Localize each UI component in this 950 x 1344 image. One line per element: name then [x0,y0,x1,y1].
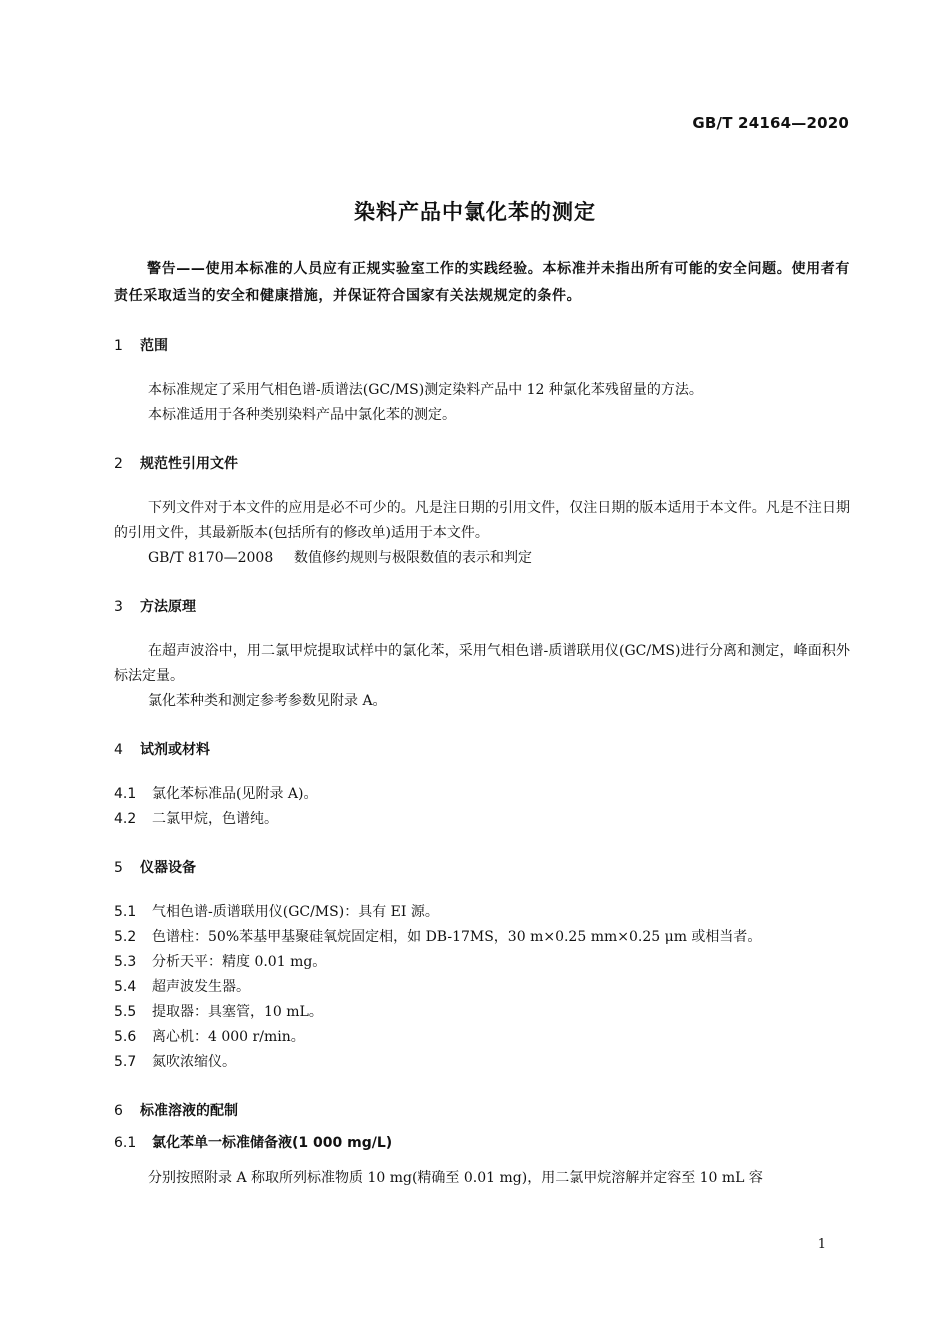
section-1-paragraph-2: 本标准适用于各种类别染料产品中氯化苯的测定。 [148,407,456,423]
section-number: 3 [114,599,123,615]
section-5-heading [114,858,850,878]
list-item [114,1025,850,1050]
list-item [114,925,850,950]
warning-paragraph: 警告——使用本标准的人员应有正规实验室工作的实践经验。本标准并未指出所有可能的安全问题。使用者有责任采取适当的安全和健康措施，并保证符合国家有关法规规定的条件。 [114,261,850,304]
item-text: 分析天平：精度 0.01 mg。 [152,954,327,970]
section-title: 标准溶液的配制 [140,1103,238,1119]
reference-document-code: GB/T 8170—2008 [148,550,274,566]
item-text: 氮吹浓缩仪。 [152,1054,236,1070]
list-item [114,782,850,807]
section-3-paragraph-2: 氯化苯种类和测定参考参数见附录 A。 [148,693,387,709]
section-3-paragraph-1: 在超声波浴中，用二氯甲烷提取试样中的氯化苯，采用气相色谱-质谱联用仪(GC/MS)进行分离和测定，峰面积外标法定量。 [114,643,850,684]
list-item [114,1050,850,1075]
list-item [114,807,850,832]
normative-reference [114,546,850,571]
section-2-heading [114,454,850,474]
section-1-paragraph-1: 本标准规定了采用气相色谱-质谱法(GC/MS)测定染料产品中 12 种氯化苯残留量的方法。 [148,382,703,398]
section-title: 试剂或材料 [140,742,210,758]
section-title: 方法原理 [140,599,196,615]
item-number: 5.3 [114,954,137,970]
section-1-heading [114,336,850,356]
section-6-1-paragraph: 分别按照附录 A 称取所列标准物质 10 mg(精确至 0.01 mg)，用二氯甲烷溶解并定容至 10 mL 容 [148,1170,763,1186]
section-title: 规范性引用文件 [140,456,238,472]
item-number: 5.7 [114,1054,137,1070]
page-number: 1 [817,1237,826,1252]
item-number: 5.2 [114,929,137,945]
item-number: 5.4 [114,979,137,995]
item-text: 气相色谱-质谱联用仪(GC/MS)：具有 EI 源。 [152,904,439,920]
list-item [114,975,850,1000]
reference-document-title: 数值修约规则与极限数值的表示和判定 [294,550,532,566]
item-text: 氯化苯标准品(见附录 A)。 [152,786,318,802]
item-text: 二氯甲烷，色谱纯。 [152,811,278,827]
document-title: 染料产品中氯化苯的测定 [354,200,596,224]
section-6-heading [114,1101,850,1121]
item-number: 5.6 [114,1029,137,1045]
subsection-number: 6.1 [114,1135,137,1151]
item-text: 色谱柱：50%苯基甲基聚硅氧烷固定相，如 DB-17MS，30 m×0.25 mm×0.25 μm 或相当者。 [152,929,762,945]
section-4-heading [114,740,850,760]
section-title: 仪器设备 [140,860,196,876]
section-number: 5 [114,860,123,876]
list-item [114,1000,850,1025]
item-text: 超声波发生器。 [152,979,250,995]
list-item [114,950,850,975]
list-item [114,900,850,925]
section-2-paragraph-1: 下列文件对于本文件的应用是必不可少的。凡是注日期的引用文件，仅注日期的版本适用于本文件。凡是不注日期的引用文件，其最新版本(包括所有的修改单)适用于本文件。 [114,500,850,541]
section-number: 1 [114,338,123,354]
section-3-heading [114,597,850,617]
document-body [114,256,850,1191]
item-text: 离心机：4 000 r/min。 [152,1029,305,1045]
section-number: 2 [114,456,123,472]
item-number: 5.1 [114,904,137,920]
item-number: 5.5 [114,1004,137,1020]
item-number: 4.2 [114,811,137,827]
subsection-6-1-heading [114,1131,850,1156]
section-number: 6 [114,1103,123,1119]
item-number: 4.1 [114,786,137,802]
standard-code: GB/T 24164—2020 [692,114,849,132]
subsection-title: 氯化苯单一标准储备液(1 000 mg/L) [152,1135,393,1151]
section-title: 范围 [140,338,168,354]
item-text: 提取器：具塞管，10 mL。 [152,1004,323,1020]
section-number: 4 [114,742,123,758]
